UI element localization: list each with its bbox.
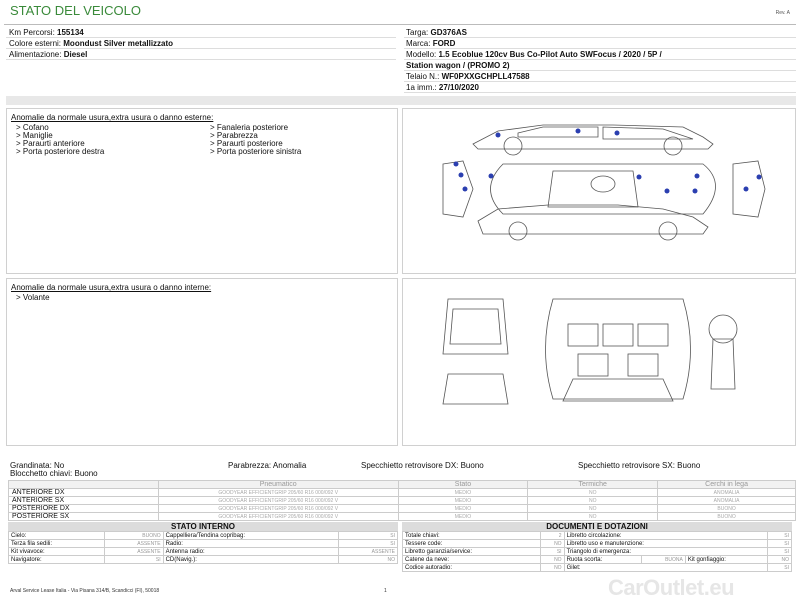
door-panel-outline — [443, 374, 508, 404]
mirror-sx-status: Specchietto retrovisore SX: Buono — [578, 461, 701, 470]
car-rear-view — [733, 161, 765, 217]
brand-row: Marca: FORD — [404, 38, 796, 49]
table-row: Totale chiavi: 2 Libretto circolazione: SI — [403, 532, 792, 540]
color-value: Moondust Silver metallizzato — [63, 39, 174, 48]
table-row: Navigatore: SI CD(Navig.): NO — [9, 556, 398, 564]
external-diagram-panel — [402, 108, 796, 274]
watermark-logo: CarOutlet.eu — [608, 575, 735, 600]
page-title: STATO DEL VEICOLO — [10, 3, 141, 18]
key-lock-status: Blocchetto chiavi: Buono — [10, 469, 98, 478]
page-number: 1 — [384, 588, 387, 594]
section-band — [6, 96, 796, 105]
damage-marker — [695, 174, 700, 179]
car-front-view — [443, 161, 473, 217]
tyres-header-row: Pneumatico Stato Termiche Cerchi in lega — [9, 481, 796, 489]
km-row: Km Percorsi: 155134 — [6, 27, 396, 38]
chassis-row: Telaio N.: WF0PXXGCHPLL47588 — [404, 71, 796, 82]
seat-outline — [638, 324, 668, 346]
tyres-table — [8, 480, 796, 521]
table-row: Tessere code: NO Libretto uso e manutenzione: SI — [403, 540, 792, 548]
windshield-status: Parabrezza: Anomalia — [228, 461, 307, 470]
fuel-row: Alimentazione: Diesel — [6, 49, 396, 60]
car-side-bottom-outline — [478, 205, 708, 234]
revision-label: Rev. A — [775, 10, 790, 16]
stato-interno-title: STATO INTERNO — [8, 522, 398, 531]
header-divider — [4, 24, 796, 25]
internal-damage-list: > Volante — [16, 293, 50, 302]
damage-marker — [454, 162, 459, 167]
car-window-outline — [518, 127, 598, 137]
documenti-title: DOCUMENTI E DOTAZIONI — [402, 522, 792, 531]
trunk-outline — [443, 299, 508, 354]
damage-marker — [665, 189, 670, 194]
seat-outline — [603, 324, 633, 346]
table-row: Kit vivavoce: ASSENTE Antenna radio: ASSENTE — [9, 548, 398, 556]
seat-outline — [578, 354, 608, 376]
table-row: ANTERIORE SX GOODYEAR EFFICIENTGRIP 205/60 R16 000/092 V MEDIO NO ANOMALIA — [9, 497, 796, 505]
footer-address: Arval Service Lease Italia - Via Pisana 314/B, Scandicci (FI), 50018 — [10, 588, 160, 594]
trunk-inner — [450, 309, 501, 344]
wheel-icon — [659, 222, 677, 240]
dashboard-outline — [711, 339, 735, 389]
hail-status: Grandinata: No — [10, 461, 65, 470]
damage-marker — [489, 174, 494, 179]
damage-marker — [496, 133, 501, 138]
vehicle-info-right — [404, 27, 796, 93]
km-value: 155134 — [57, 28, 84, 37]
car-interior-diagram — [403, 279, 795, 445]
stato-interno-section — [8, 522, 398, 564]
fuel-value: Diesel — [63, 50, 88, 59]
wheel-icon — [509, 222, 527, 240]
cabin-plan-outline — [546, 299, 691, 399]
damage-marker — [576, 129, 581, 134]
wheel-icon — [664, 137, 682, 155]
stato-interno-table — [8, 531, 398, 564]
damage-marker — [463, 187, 468, 192]
vehicle-info-left — [6, 27, 396, 60]
table-row: Terza fila sedili: ASSENTE Radio: SI — [9, 540, 398, 548]
external-damage-panel — [6, 108, 398, 274]
seat-outline — [568, 324, 598, 346]
model-row: Modello: 1.5 Ecoblue 120cv Bus Co-Pilot Auto SWFocus / 2020 / 5P / — [404, 49, 796, 60]
external-damage-title: Anomalie da normale usura,extra usura o danno esterne: — [11, 113, 214, 122]
damage-marker — [744, 187, 749, 192]
car-roof-outline — [548, 171, 638, 207]
mirror-dx-status: Specchietto retrovisore DX: Buono — [361, 461, 484, 470]
color-row: Colore esterni: Moondust Silver metallizzato — [6, 38, 396, 49]
door-panel-outline — [563, 379, 673, 401]
internal-diagram-panel — [402, 278, 796, 446]
wheel-icon — [504, 137, 522, 155]
car-exterior-diagram — [403, 109, 795, 273]
damage-marker — [615, 131, 620, 136]
internal-damage-panel — [6, 278, 398, 446]
table-row: Cielo: BUONO Cappelliera/Tendina copribag: SI — [9, 532, 398, 540]
registration-row: 1a imm.: 27/10/2020 — [404, 82, 796, 93]
seat-outline — [628, 354, 658, 376]
table-row: Codice autoradio: NO Gilet: SI — [403, 564, 792, 572]
model-row-2: Station wagon / (PROMO 2) — [404, 60, 796, 71]
table-row: Catene da neve: NO Ruota scorta: BUONA Kit gonfiaggio: NO — [403, 556, 792, 564]
external-damage-list-1: > Cofano > Maniglie > Paraurti anteriore > Porta posteriore destra — [16, 123, 105, 156]
damage-marker — [693, 189, 698, 194]
external-damage-list-2: > Fanaleria posteriore > Parabrezza > Paraurti posteriore > Porta posteriore sinistra — [210, 123, 302, 156]
damage-marker — [459, 173, 464, 178]
table-row: POSTERIORE DX GOODYEAR EFFICIENTGRIP 205/60 R16 000/092 V MEDIO NO BUONO — [9, 505, 796, 513]
table-row: POSTERIORE SX GOODYEAR EFFICIENTGRIP 205/60 R16 000/092 V MEDIO NO BUONO — [9, 513, 796, 521]
documenti-table — [402, 531, 792, 572]
damage-marker — [637, 175, 642, 180]
internal-damage-title: Anomalie da normale usura,extra usura o danno interne: — [11, 283, 212, 292]
damage-marker — [757, 175, 762, 180]
car-roof-detail — [591, 176, 615, 192]
documenti-section — [402, 522, 792, 572]
table-row: Libretto garanzia/service: SI Triangolo di emergenza: SI — [403, 548, 792, 556]
table-row: ANTERIORE DX GOODYEAR EFFICIENTGRIP 205/60 R16 000/092 V MEDIO NO ANOMALIA — [9, 489, 796, 497]
plate-row: Targa: GD376AS — [404, 27, 796, 38]
